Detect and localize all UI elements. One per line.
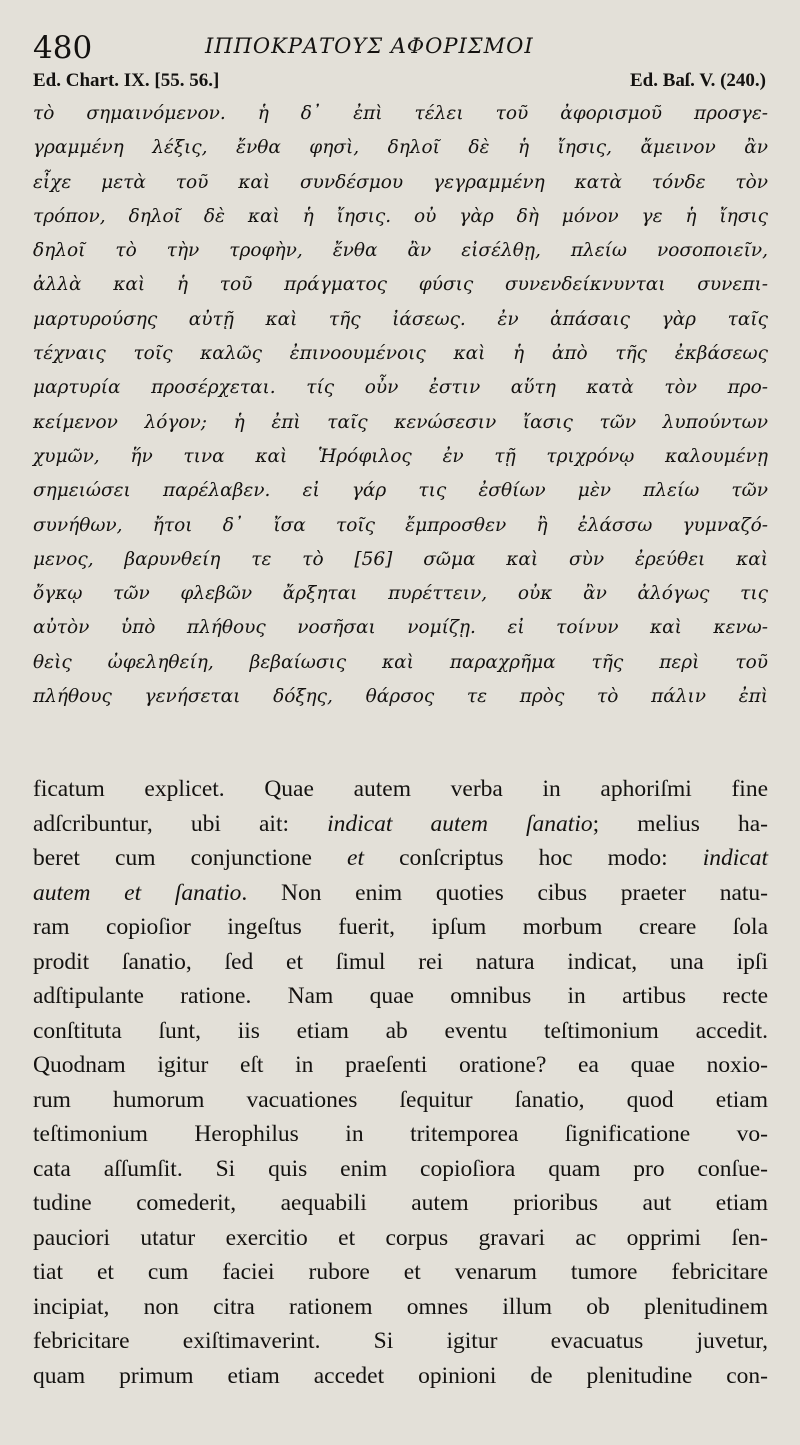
edition-reference-chartier: Ed. Chart. IX. [55. 56.] — [33, 70, 220, 91]
latin-text-line — [33, 1117, 768, 1152]
latin-text-line — [33, 772, 768, 807]
latin-text-line — [33, 1014, 768, 1049]
greek-text-line: μαρτυρία προσέρχεται. τίς οὖν ἐστιν αὕτη κατὰ τὸν προ- — [33, 377, 768, 399]
greek-text-line: τρόπον, δηλοῖ δὲ καὶ ἡ ἴησις. οὐ γὰρ δὴ μόνον γε ἡ ἴησις — [33, 205, 768, 227]
latin-text-segment: Quodnam igitur eſt in praeſenti oratione? ea quae noxio- — [33, 1052, 768, 1078]
latin-text-segment: adſcribuntur, ubi ait: — [33, 810, 328, 837]
greek-text-line: ὄγκῳ τῶν φλεβῶν ἄρξηται πυρέττειν, οὐκ ἂν ἀλόγως τις — [33, 583, 768, 605]
latin-text-segment: beret cum conjunctione — [33, 845, 348, 871]
latin-text-line — [33, 1324, 768, 1359]
latin-text-line — [33, 1048, 768, 1083]
latin-text-segment: tiat et cum faciei rubore et venarum tumore febricitare — [33, 1259, 768, 1285]
italic-quotation: indicat — [702, 845, 768, 871]
latin-text-line — [33, 1152, 768, 1187]
latin-text-line — [33, 910, 768, 945]
latin-text-segment: incipiat, non citra rationem omnes illum ob plenitudinem — [33, 1293, 768, 1320]
latin-text-segment: teſtimonium Herophilus in tritemporea ſignificatione vo- — [33, 1121, 768, 1147]
latin-text-segment: . Non enim quoties cibus praeter natu- — [241, 879, 768, 906]
latin-text-segment: quam primum etiam accedet opinioni de plenitudine con- — [33, 1362, 768, 1389]
latin-text-segment: pauciori utatur exercitio et corpus gravari ac opprimi ſen- — [33, 1224, 768, 1251]
greek-text-line: ἀλλὰ καὶ ἡ τοῦ πράγματος φύσις συνενδείκνυνται συνεπι- — [33, 274, 768, 296]
latin-text-segment: adſtipulante ratione. Nam quae omnibus in artibus recte — [33, 983, 768, 1009]
latin-text-line — [33, 1359, 768, 1394]
italic-quotation: autem et ſanatio — [33, 879, 242, 906]
latin-text-line — [33, 1290, 768, 1325]
greek-text-line: συνήθων, ἤτοι δ᾽ ἴσα τοῖς ἔμπροσθεν ἢ ἐλάσσω γυμναζό- — [33, 514, 768, 536]
edition-reference-line — [33, 70, 766, 98]
latin-text-line — [33, 1083, 768, 1118]
greek-text-block — [33, 97, 768, 714]
latin-text-segment: ram copioſior ingeſtus fuerit, ipſum morbum creare ſola — [33, 914, 768, 940]
greek-text-line: θεὶς ὠφεληθείη, βεβαίωσις καὶ παραχρῆμα τῆς περὶ τοῦ — [33, 651, 768, 673]
latin-text-block — [33, 772, 768, 1393]
greek-text-line: μενος, βαρυνθείη τε τὸ [56] σῶμα καὶ σὺν ἐρεύθει καὶ — [33, 548, 768, 570]
latin-text-segment: conſcriptus hoc modo: — [364, 845, 703, 871]
latin-text-line — [33, 945, 768, 980]
latin-text-line — [33, 979, 768, 1014]
greek-text-line: τέχναις τοῖς καλῶς ἐπινοουμένοις καὶ ἡ ἀπὸ τῆς ἐκβάσεως — [33, 343, 768, 365]
running-title: ΙΠΠΟΚΡΑΤΟΥΣ ΑΦΟΡΙΣΜΟΙ — [205, 34, 534, 58]
latin-text-line — [33, 807, 768, 842]
greek-text-line: πλήθους γενήσεται δόξης, θάρσος τε πρὸς τὸ πάλιν ἐπὶ — [33, 686, 768, 708]
greek-text-line: γραμμένη λέξις, ἔνθα φησὶ, δηλοῖ δὲ ἡ ἴησις, ἄμεινον ἂν — [33, 137, 768, 159]
greek-text-line: κείμενον λόγον; ἡ ἐπὶ ταῖς κενώσεσιν ἴασις τῶν λυπούντων — [33, 411, 768, 433]
latin-text-segment: ficatum explicet. Quae autem verba in aphoriſmi fine — [33, 776, 768, 802]
latin-text-line — [33, 876, 768, 911]
greek-text-line: σημειώσει παρέλαβεν. εἰ γάρ τις ἐσθίων μὲν πλείω τῶν — [33, 480, 768, 502]
greek-text-line: δηλοῖ τὸ τὴν τροφὴν, ἔνθα ἂν εἰσέλθῃ, πλείω νοσοποιεῖν, — [33, 240, 768, 262]
edition-reference-basel: Ed. Baſ. V. (240.) — [629, 70, 766, 91]
greek-text-line: τὸ σημαινόμενον. ἡ δ᾽ ἐπὶ τέλει τοῦ ἀφορισμοῦ προσγε- — [33, 103, 768, 124]
greek-text-line: χυμῶν, ἥν τινα καὶ Ἡρόφιλος ἐν τῇ τριχρόνῳ καλουμένῃ — [33, 445, 768, 467]
latin-text-segment: cata aſſumſit. Si quis enim copioſiora quam pro conſue- — [33, 1155, 768, 1182]
latin-text-line — [33, 1255, 768, 1290]
latin-text-segment: febricitare exiſtimaverint. Si igitur evacuatus juvetur, — [33, 1328, 768, 1354]
latin-text-line — [33, 1186, 768, 1221]
latin-text-line — [33, 841, 768, 876]
latin-text-segment: rum humorum vacuationes ſequitur ſanatio, quod etiam — [33, 1086, 768, 1113]
latin-text-segment: ; melius ha- — [592, 810, 768, 837]
italic-quotation: et — [347, 845, 364, 871]
greek-text-line: μαρτυρούσης αὐτῇ καὶ τῆς ἰάσεως. ἐν ἁπάσαις γὰρ ταῖς — [33, 308, 768, 330]
latin-text-line — [33, 1221, 768, 1256]
page-number: 480 — [33, 30, 93, 66]
latin-text-segment: tudine comederit, aequabili autem prioribus aut etiam — [33, 1190, 768, 1216]
greek-text-line: εἶχε μετὰ τοῦ καὶ συνδέσμου γεγραμμένη κατὰ τόνδε τὸν — [33, 171, 768, 193]
page-header — [0, 28, 800, 68]
latin-text-segment: conſtituta ſunt, iis etiam ab eventu teſtimonium accedit. — [33, 1017, 768, 1044]
latin-text-segment: prodit ſanatio, ſed et ſimul rei natura indicat, una ipſi — [33, 948, 768, 975]
italic-quotation: indicat autem ſanatio — [327, 810, 593, 837]
greek-text-line: αὐτὸν ὑπὸ πλήθους νοσῆσαι νομίζῃ. εἰ τοίνυν καὶ κενω- — [33, 617, 768, 639]
